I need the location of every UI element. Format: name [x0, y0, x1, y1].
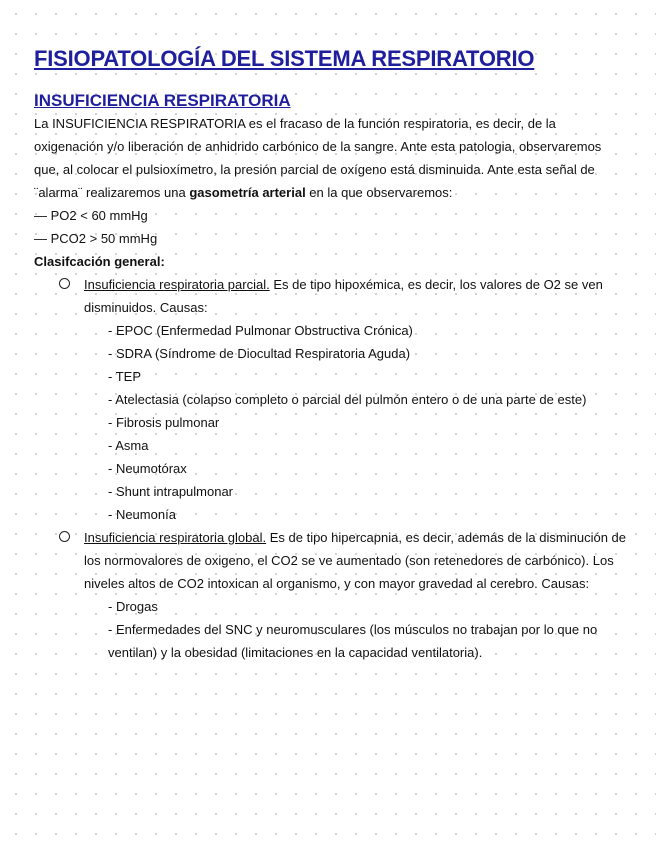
type-global-name: Insuficiencia respiratoria global. — [84, 530, 267, 545]
type-global-causes — [34, 595, 626, 664]
cause-item: - TEP — [108, 369, 141, 384]
intro-text-a: La INSUFICIENCIA RESPIRATORIA es el fracaso de la función respiratoria, es decir, de la oxigenación y/o liberación de anhidrido carbónico de la sangre. Ante esta patologia, observaremos que, al colocar el pulsioxímetro, la presión parcial de oxígeno está disminuida. Ante esta señal de ¨alarma¨ realizaremos una — [34, 116, 602, 200]
cause-item: - Drogas — [108, 599, 158, 614]
pco2-line: — PCO2 > 50 mmHg — [34, 231, 158, 246]
page-title: FISIOPATOLOGÍA DEL SISTEMA RESPIRATORIO — [34, 46, 535, 71]
type-partial-causes — [34, 319, 626, 526]
section-heading: INSUFICIENCIA RESPIRATORIA — [34, 91, 291, 110]
hollow-circle-bullet-icon — [59, 278, 70, 289]
intro-text-b: en la que observaremos: — [305, 185, 453, 200]
type-global-desc: Es de tipo hipercapnia, es decir, además de la disminución de los normovalores de oxigeno, el CO2 se ve aumentado (son retenedores de carbónico). Los niveles altos de CO2 intoxican al organismo, y con mayor gravedad al cerebro. Causas: — [84, 530, 626, 591]
type-partial-name: Insuficiencia respiratoria parcial. — [84, 277, 270, 292]
classification-label: Clasifcación general: — [34, 254, 165, 269]
cause-item: - Neumonía — [108, 507, 176, 522]
cause-item: - SDRA (Síndrome de Diocultad Respiratoria Aguda) — [108, 346, 411, 361]
cause-item: - Fibrosis pulmonar — [108, 415, 220, 430]
cause-item: - EPOC (Enfermedad Pulmonar Obstructiva Crónica) — [108, 323, 413, 338]
hollow-circle-bullet-icon — [59, 531, 70, 542]
type-global — [34, 526, 626, 595]
type-partial-desc: Es de tipo hipoxémica, es decir, los valores de O2 se ven disminuidos. Causas: — [84, 277, 603, 315]
cause-item: - Neumotórax — [108, 461, 187, 476]
cause-item: - Enfermedades del SNC y neuromusculares (los músculos no trabajan por lo que no ventilan) y la obesidad (limitaciones en la capacidad ventilatoria). — [108, 622, 598, 660]
cause-item: - Atelectasia (colapso completo o parcial del pulmón entero o de una parte de este) — [108, 392, 587, 407]
cause-item: - Asma — [108, 438, 149, 453]
cause-item: - Shunt intrapulmonar — [108, 484, 234, 499]
intro-bold-term: gasometría arterial — [189, 185, 306, 200]
intro-paragraph — [34, 112, 626, 204]
type-partial — [34, 273, 626, 319]
po2-line: — PO2 < 60 mmHg — [34, 208, 148, 223]
